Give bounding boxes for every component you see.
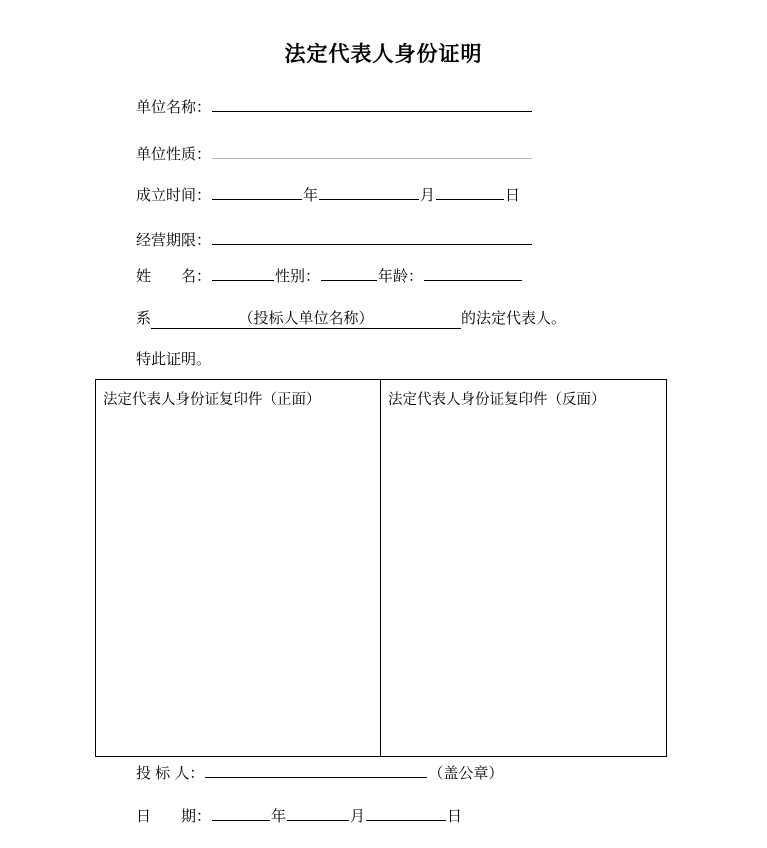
date-day-input[interactable]: [366, 805, 446, 821]
representative-bidder-input[interactable]: [151, 309, 461, 329]
establish-year-unit: 年: [303, 187, 319, 204]
date-month-input[interactable]: [287, 805, 349, 821]
field-company-type-label: 单位性质：: [136, 146, 212, 163]
field-gender-input[interactable]: [321, 265, 377, 281]
seal-note: （盖公章）: [428, 765, 504, 782]
field-age-input[interactable]: [424, 265, 522, 281]
id-card-front-label: 法定代表人身份证复印件（正面）: [103, 392, 321, 408]
establish-day-input[interactable]: [436, 184, 504, 200]
field-date: [136, 805, 462, 826]
field-business-term-input[interactable]: [212, 229, 532, 245]
page-title: 法定代表人身份证明: [284, 43, 483, 66]
representative-bracket-text: （投标人单位名称）: [238, 310, 374, 327]
date-year-input[interactable]: [212, 805, 270, 821]
field-company-type: [136, 143, 533, 164]
field-representative-statement: [136, 307, 566, 329]
date-day-unit: 日: [447, 808, 463, 825]
date-month-unit: 月: [350, 808, 366, 825]
establish-month-unit: 月: [420, 187, 436, 204]
establish-month-input[interactable]: [319, 184, 419, 200]
field-bidder: [136, 762, 503, 783]
field-company-name-label: 单位名称：: [136, 99, 212, 116]
field-company-name: [136, 96, 533, 117]
id-card-copy-table: [95, 379, 667, 757]
date-year-unit: 年: [271, 808, 287, 825]
field-name-input[interactable]: [212, 265, 274, 281]
field-business-term: [136, 229, 533, 250]
field-establish-date-label: 成立时间：: [136, 187, 212, 204]
field-person-info: [136, 265, 523, 286]
representative-prefix: 系: [136, 310, 152, 327]
field-name-label: 姓 名：: [136, 268, 212, 285]
id-card-back-cell[interactable]: [381, 380, 666, 756]
field-age-label: 年龄：: [378, 268, 424, 285]
representative-suffix: 的法定代表人。: [461, 310, 567, 327]
establish-year-input[interactable]: [212, 184, 302, 200]
field-date-label: 日 期：: [136, 808, 212, 825]
field-gender-label: 性别：: [275, 268, 321, 285]
field-company-name-input[interactable]: [212, 96, 532, 112]
field-bidder-input[interactable]: [205, 762, 427, 778]
establish-day-unit: 日: [505, 187, 521, 204]
field-company-type-input[interactable]: [212, 143, 532, 159]
id-card-front-cell[interactable]: [96, 380, 381, 756]
certify-text: 特此证明。: [136, 351, 212, 368]
field-bidder-label: 投 标 人：: [136, 765, 205, 782]
field-business-term-label: 经营期限：: [136, 232, 212, 249]
field-establish-date: [136, 184, 520, 205]
id-card-back-label: 法定代表人身份证复印件（反面）: [388, 392, 606, 408]
